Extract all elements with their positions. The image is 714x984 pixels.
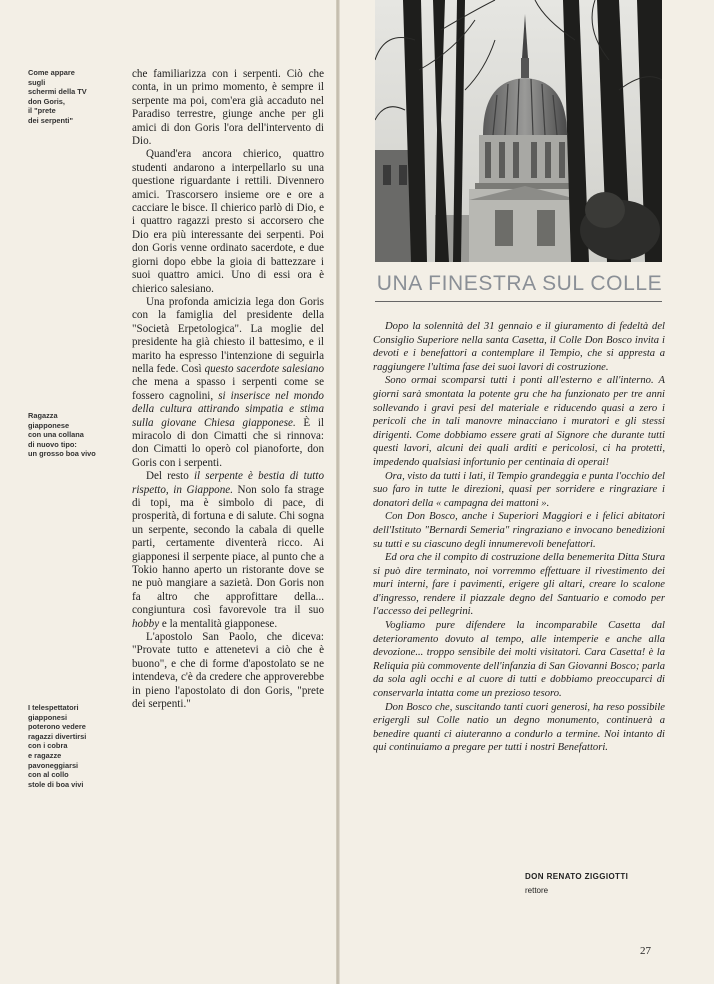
church-photo [375, 0, 662, 262]
text-span-italic: hobby [132, 617, 160, 630]
headline: UNA FINESTRA SUL COLLE [376, 272, 663, 295]
page-number: 27 [640, 945, 651, 957]
caption-tv-viewers: I telespettatori giapponesi poterono vedere ragazzi divertirsi con i cobra e ragazze pavoneggiarsi con al collo stole di boa vivi [28, 703, 87, 789]
article-paragraph: L'apostolo San Paolo, che diceva: "Provate tutto e attenetevi a ciò che è buono", e che di forme d'apostolato se ne intendeva, c'è da credere che approverebbe in pieno l'apostolato di don Goris, "prete dei serpenti." [132, 631, 324, 711]
article-paragraph [132, 296, 324, 470]
caption-goris: Come appare sugli schermi della TV don Goris, il "prete dei serpenti" [28, 68, 87, 125]
letter-paragraph: Sono ormai scomparsi tutti i ponti all'esterno e all'interno. A giorni sarà smontata la potente gru che ha funzionato per tre anni sollevando i gravi pesi del materiale e riducendo quasi a zero i pericoli che in tali manovre minacciano i muratori e gli stessi dirigenti. Come dobbiamo essere grati al Signore che durante tutti questi lavori, alcuni dei quali arditi e pericolosi, ci ha protetti, impedendo qualsiasi infortunio per centinaia di operai! [373, 375, 665, 468]
article-paragraph: che familiarizza con i serpenti. Ciò che conta, in un primo momento, è sempre il serpente ma poi, com'era già accaduto nel Paradiso terrestre, giunge anche per gli amici di don Goris l'ora dell'intervento di Dio. [132, 68, 324, 148]
article-paragraph [132, 470, 324, 631]
headline-divider [375, 301, 662, 302]
article-paragraph: Quand'era ancora chierico, quattro studenti andarono a interpellarlo su una questione riguardante i rettili. Divennero amici. Trascorsero insieme ore e ore a cacciare le bisce. Il chierico parlò di Dio, e i quattro ragazzi presto si accorsero che Dio era più interessante dei serpenti. Poi don Goris venne ordinato sacerdote, e due giorni dopo ebbe la gioia di battezzare i suoi quattro amici. Uno di essi ora è chierico salesiano. [132, 148, 324, 295]
church-dome-illustration [375, 0, 662, 262]
text-span-italic: si inserisce nel mondo della cultura attirando simpatia e stima sulla giovane Chiesa giapponese. [132, 389, 324, 429]
letter-column [373, 320, 665, 755]
text-span: Non solo fa strage di topi, ma è simbolo di pace, di prosperità, di fortuna e di salute. Chi sogna un serpente, secondo la cabala di quelle parti, certamente diventerà ricco. Ai giapponesi il serpente piace, al punto che a Tokio hanno aperto un ristorante dove se ne può mangiare a sazietà. Don Goris non fa altro che approfittare della... congiuntura così favorevole tra il suo [132, 483, 324, 617]
text-span: È il miracolo di don Cimatti che si rinnova: don Cimatti lo operò col pianoforte, don Goris con i serpenti. [132, 416, 324, 469]
text-span-italic: questo sacerdote salesiano [204, 362, 325, 375]
text-span-italic: il serpente è bestia di tutto rispetto, in Giappone. [132, 470, 324, 496]
letter-paragraph: Con Don Bosco, anche i Superiori Maggiori e i felici abitatori dell'Istituto "Bernardi Semeria" ringraziano e invocano benedizioni su tutti e su ciascuno degli innumerevoli benefattori. [373, 511, 665, 550]
article-column [132, 68, 324, 712]
letter-paragraph: Dopo la solennità del 31 gennaio e il giuramento di fedeltà del Consiglio Superiore nella santa Casetta, il Colle Don Bosco invita i devoti e i benefattori a contemplare il Tempio, che si appresta a raggiungere l'ultima fase dei suoi lavori di costruzione. [373, 321, 665, 373]
text-span: Una profonda amicizia lega don Goris con la famiglia del presidente della "Società Erpetologica". La moglie del presidente ha già chiesto il battesimo, e il marito ha espresso l'intenzione di seguirla nella fede. Così [132, 295, 324, 375]
text-span: e la mentalità giapponese. [159, 617, 278, 630]
text-span: Del resto [146, 470, 194, 483]
letter-paragraph: Ora, visto da tutti i lati, il Tempio grandeggia e punta l'occhio del suo faro in tutte le direzioni, quasi per sorridere e ringraziare i donatori della « campagna dei mattoni ». [373, 470, 665, 509]
letter-paragraph: Don Bosco che, suscitando tanti cuori generosi, ha reso possibile erigergli sul Colle natio un degno monumento, continuerà a benedire quanti ci aiuteranno a condurlo a termine. Noi intanto di qui continuiamo a pregare per tutti i nostri Benefattori. [373, 701, 665, 754]
signature-name: DON RENATO ZIGGIOTTI [525, 872, 629, 881]
letter-paragraph: Vogliamo pure difendere la incomparabile Casetta dal deterioramento dovuto al tempo, alle intemperie e anche alla devozione... troppo sensibile dei molti visitatori. Cara Casetta! è la Reliquia più commovente dell'infanzia di San Giovanni Bosco; parla da sola agli occhi e al cuore di tutti e dobbiamo preoccuparci di conservarla intatta come un prezioso tesoro. [373, 620, 665, 700]
page-fold [336, 0, 340, 984]
letter-paragraph: Ed ora che il compito di costruzione della benemerita Ditta Stura si può dire terminato, noi vorremmo effettuare il rivestimento dei muri interni, fare i pavimenti, erigere gli altari, creare lo scalone d'ingresso, rendere il piazzale degno del Santuario e comodo per l'accesso dei pellegrini. [373, 552, 665, 618]
text-span: che mena a spasso i serpenti come se fossero cagnolini, [132, 376, 324, 402]
caption-girl-boa: Ragazza giapponese con una collana di nuovo tipo: un grosso boa vivo [28, 411, 96, 459]
signature-role: rettore [525, 886, 549, 895]
